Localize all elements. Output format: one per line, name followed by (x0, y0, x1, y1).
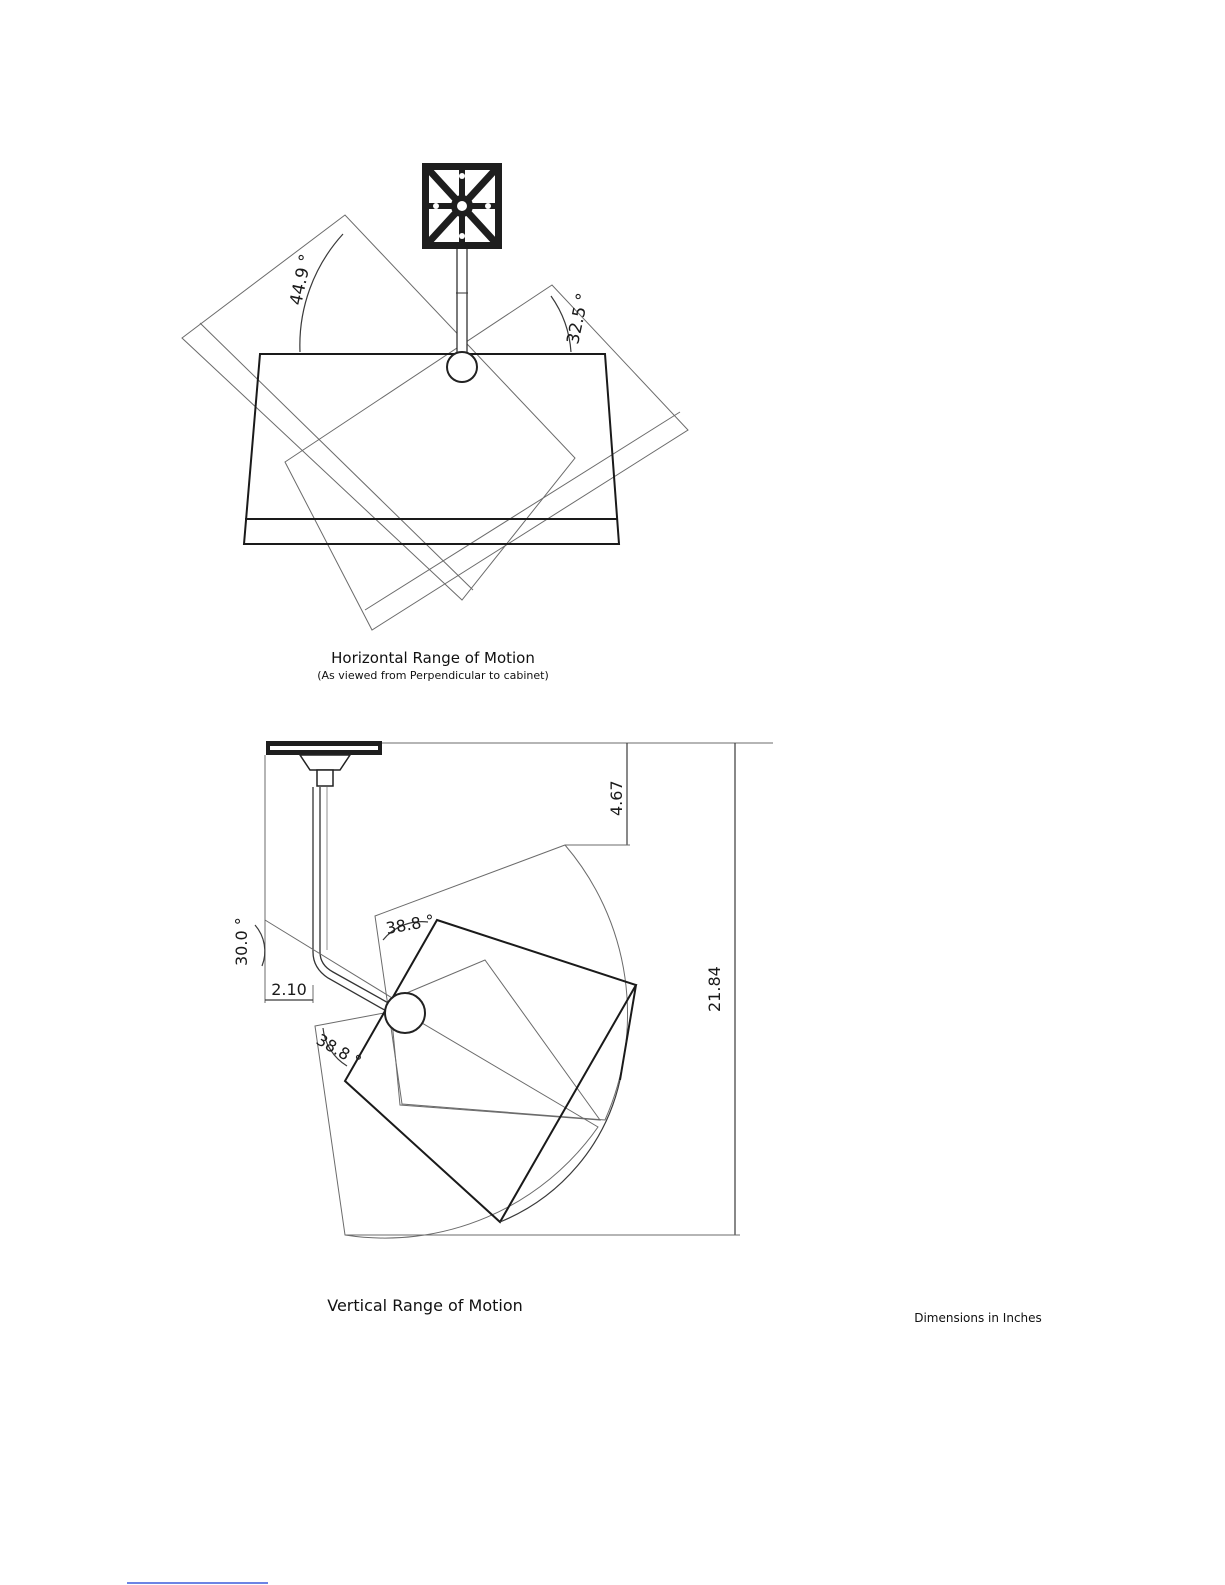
angle-label-down: 38.8 ° (313, 1030, 365, 1071)
angle-label-up: 38.8 ° (384, 910, 436, 938)
angle-label-left: 44.9 ° (286, 252, 317, 308)
units-note: Dimensions in Inches (914, 1311, 1042, 1325)
angle-label-tilt: 30.0 ° (232, 917, 251, 966)
cabinet-rotated-right-band (365, 412, 680, 610)
cabinet-main-side (345, 920, 636, 1222)
dim-label-offset: 2.10 (271, 980, 307, 999)
dim-label-top: 4.67 (607, 780, 626, 816)
cabinet-sweep-arc (500, 1080, 620, 1222)
horizontal-subtitle: (As viewed from Perpendicular to cabinet) (317, 669, 549, 682)
mounting-plate-icon (422, 163, 502, 249)
horizontal-diagram (182, 163, 688, 682)
mount-arm (457, 245, 467, 355)
ceiling-plate-icon (266, 741, 382, 786)
dim-label-height: 21.84 (705, 966, 724, 1012)
vertical-diagram (232, 741, 773, 1315)
mount-pole (313, 787, 392, 1012)
cabinet-rotated-left (182, 215, 575, 600)
cabinet-rotated-left-band (200, 323, 473, 590)
angle-label-right: 32.5 ° (563, 291, 594, 347)
pivot-ball (447, 352, 477, 382)
cabinet-rotated-right (285, 285, 688, 630)
pivot-ball-side (385, 993, 425, 1033)
cabinet-inner-ghost (390, 960, 600, 1120)
vertical-title: Vertical Range of Motion (327, 1296, 523, 1315)
horizontal-title: Horizontal Range of Motion (331, 649, 535, 667)
angle-arc-tilt (255, 925, 265, 966)
